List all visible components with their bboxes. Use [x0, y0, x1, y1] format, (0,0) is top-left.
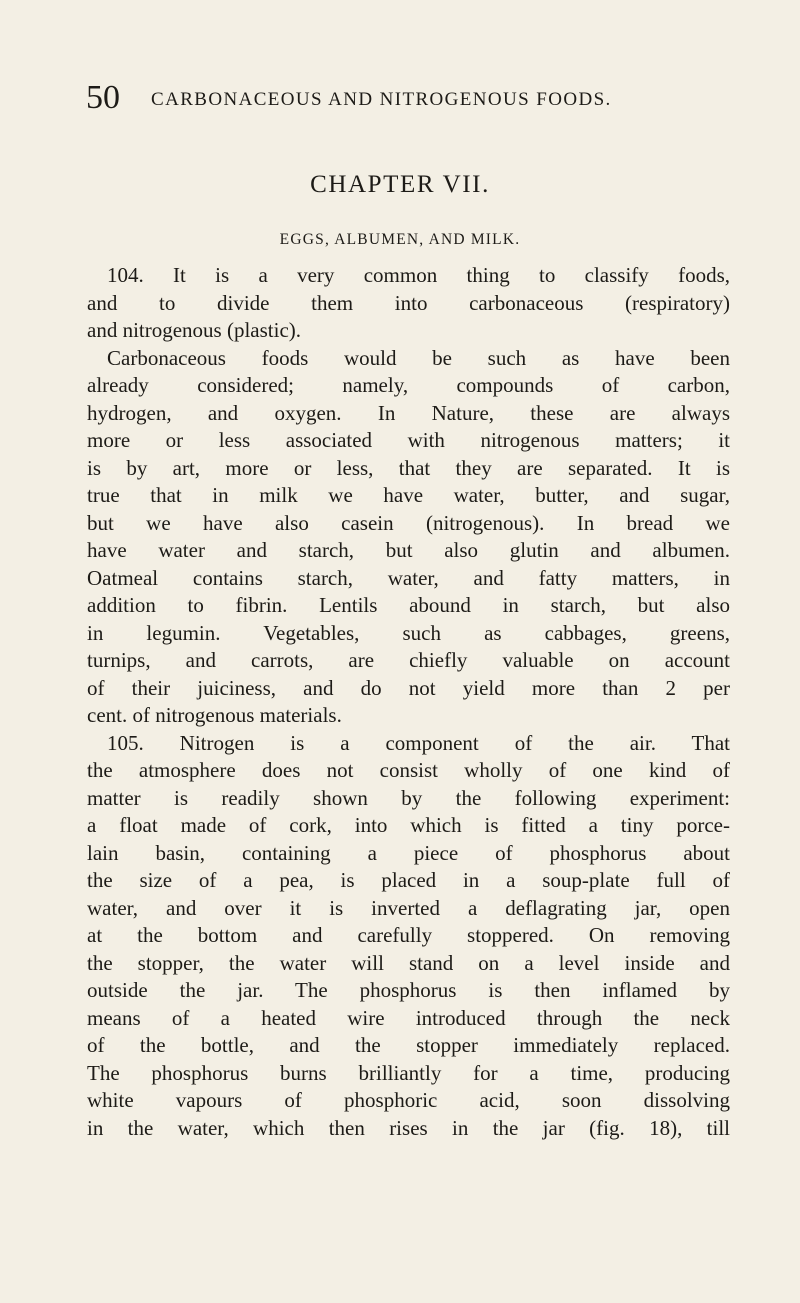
text-line: at the bottom and carefully stoppered. On removing: [87, 923, 730, 947]
text-line: a float made of cork, into which is fitted a tiny porce-: [87, 813, 730, 837]
text-line: white vapours of phosphoric acid, soon dissolving: [87, 1088, 730, 1112]
text-line: cent. of nitrogenous materials.: [87, 703, 342, 727]
text-line: in legumin. Vegetables, such as cabbages, greens,: [87, 620, 730, 645]
text-line: hydrogen, and oxygen. In Nature, these are always: [87, 400, 730, 425]
running-head: [86, 78, 726, 118]
text-line: addition to fibrin. Lentils abound in starch, but also: [87, 593, 730, 617]
text-line: lain basin, containing a piece of phosphorus about: [87, 840, 730, 865]
text-line: 105. Nitrogen is a component of the air. That: [107, 730, 730, 755]
text-line: and to divide them into carbonaceous (respiratory): [87, 290, 730, 315]
text-line: The phosphorus burns brilliantly for a time, producing: [87, 1060, 730, 1085]
text-line: water, and over it is inverted a deflagrating jar, open: [87, 895, 730, 920]
text-line: outside the jar. The phosphorus is then inflamed by: [87, 978, 730, 1002]
text-line: have water and starch, but also glutin and albumen.: [87, 538, 730, 562]
text-line: the stopper, the water will stand on a level inside and: [87, 950, 730, 975]
running-title: CARBONACEOUS AND NITROGENOUS FOODS.: [151, 89, 612, 110]
text-line: and nitrogenous (plastic).: [87, 318, 302, 342]
text-line: turnips, and carrots, are chiefly valuable on account: [87, 648, 730, 672]
text-line: matter is readily shown by the following experiment:: [87, 785, 730, 810]
text-line: Oatmeal contains starch, water, and fatty matters, in: [87, 565, 730, 590]
text-line: means of a heated wire introduced through the neck: [87, 1005, 730, 1030]
text-line: true that in milk we have water, butter, and sugar,: [87, 483, 730, 507]
text-line: 104. It is a very common thing to classify foods,: [107, 263, 730, 287]
text-line: the size of a pea, is placed in a soup-plate full of: [87, 868, 730, 892]
page-number: 50: [86, 79, 120, 116]
body-text: [87, 262, 730, 1142]
text-line: is by art, more or less, that they are separated. It is: [87, 455, 730, 480]
text-line: already considered; namely, compounds of carbon,: [87, 373, 730, 397]
text-line: the atmosphere does not consist wholly of one kind of: [87, 758, 730, 782]
text-line: but we have also casein (nitrogenous). In bread we: [87, 510, 730, 535]
text-line: of the bottle, and the stopper immediately replaced.: [87, 1033, 730, 1057]
chapter-heading: CHAPTER VII.: [310, 171, 490, 198]
chapter-subheading: EGGS, ALBUMEN, AND MILK.: [279, 231, 521, 248]
text-line: of their juiciness, and do not yield more than 2 per: [87, 675, 730, 700]
text-line: more or less associated with nitrogenous matters; it: [87, 428, 730, 452]
text-line: in the water, which then rises in the jar (fig. 18), till: [87, 1115, 730, 1140]
text-line: Carbonaceous foods would be such as have been: [107, 345, 730, 370]
